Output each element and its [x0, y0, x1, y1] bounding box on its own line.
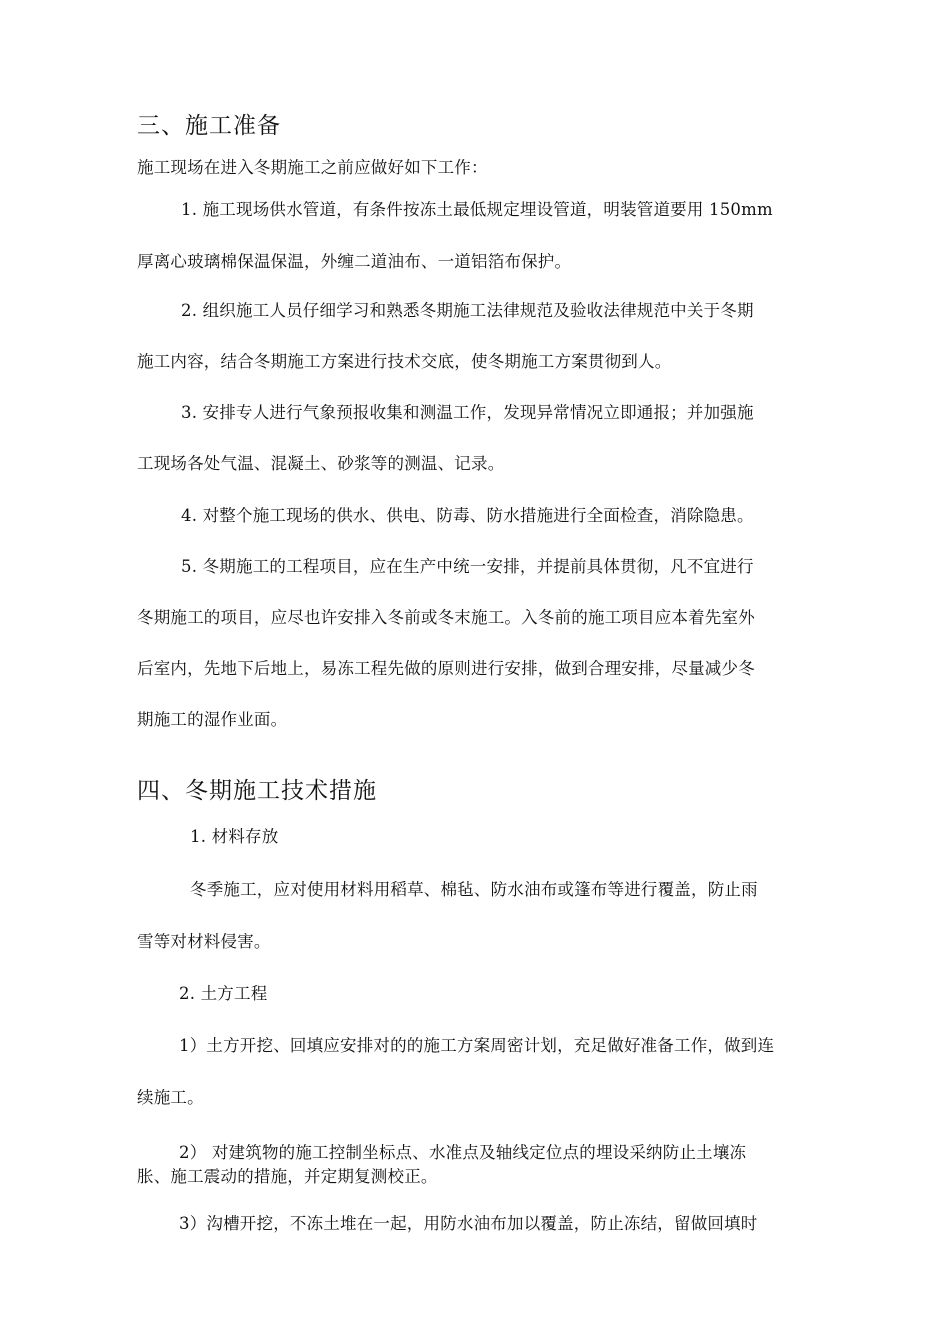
- item-5-line-2: 冬期施工的项目，应尽也许安排入冬前或冬末施工。入冬前的施工项目应本着先室外: [137, 608, 755, 627]
- earthwork-item-1-line-2: 续施工。: [137, 1088, 204, 1107]
- earthwork-item-2-line-2: 胀、施工震动的措施，并定期复测校正。: [137, 1167, 438, 1186]
- item-5-line-1: 5. 冬期施工的工程项目，应在生产中统一安排，并提前具体贯彻，凡不宜进行: [181, 557, 754, 576]
- section-4-heading: 四、冬期施工技术措施: [137, 778, 377, 804]
- item-4-line-1: 4. 对整个施工现场的供水、供电、防毒、防水措施进行全面检查，消除隐患。: [181, 506, 754, 525]
- item-3-line-1: 3. 安排专人进行气象预报收集和测温工作，发现异常情况立即通报；并加强施: [181, 403, 754, 422]
- item-3-line-2: 工现场各处气温、混凝土、砂浆等的测温、记录。: [137, 454, 505, 473]
- earthwork-item-3-line-1: 3）沟槽开挖，不冻土堆在一起，用防水油布加以覆盖，防止冻结，留做回填时: [179, 1214, 758, 1233]
- item-2-line-2: 施工内容，结合冬期施工方案进行技术交底，使冬期施工方案贯彻到人。: [137, 352, 672, 371]
- subsection-2-title: 2. 土方工程: [179, 984, 268, 1003]
- item-5-line-3: 后室内，先地下后地上，易冻工程先做的原则进行安排，做到合理安排，尽量减少冬: [137, 659, 755, 678]
- section-3-intro: 施工现场在进入冬期施工之前应做好如下工作：: [137, 158, 488, 177]
- earthwork-item-2-line-1: 2） 对建筑物的施工控制坐标点、水准点及轴线定位点的埋设采纳防止土壤冻: [179, 1143, 747, 1162]
- subsection-1-title: 1. 材料存放: [190, 827, 279, 846]
- subsection-1-line-2: 雪等对材料侵害。: [137, 932, 271, 951]
- section-3-heading: 三、施工准备: [137, 113, 281, 139]
- item-2-line-1: 2. 组织施工人员仔细学习和熟悉冬期施工法律规范及验收法律规范中关于冬期: [181, 301, 754, 320]
- item-1-line-2: 厚离心玻璃棉保温保温，外缠二道油布、一道铝箔布保护。: [137, 252, 572, 271]
- subsection-1-line-1: 冬季施工，应对使用材料用稻草、棉毡、防水油布或篷布等进行覆盖，防止雨: [190, 880, 758, 899]
- item-1-line-1: 1. 施工现场供水管道，有条件按冻土最低规定埋设管道，明装管道要用 150mm: [181, 200, 773, 219]
- earthwork-item-1-line-1: 1）土方开挖、回填应安排对的的施工方案周密计划，充足做好准备工作，做到连: [179, 1036, 775, 1055]
- item-5-line-4: 期施工的湿作业面。: [137, 710, 288, 729]
